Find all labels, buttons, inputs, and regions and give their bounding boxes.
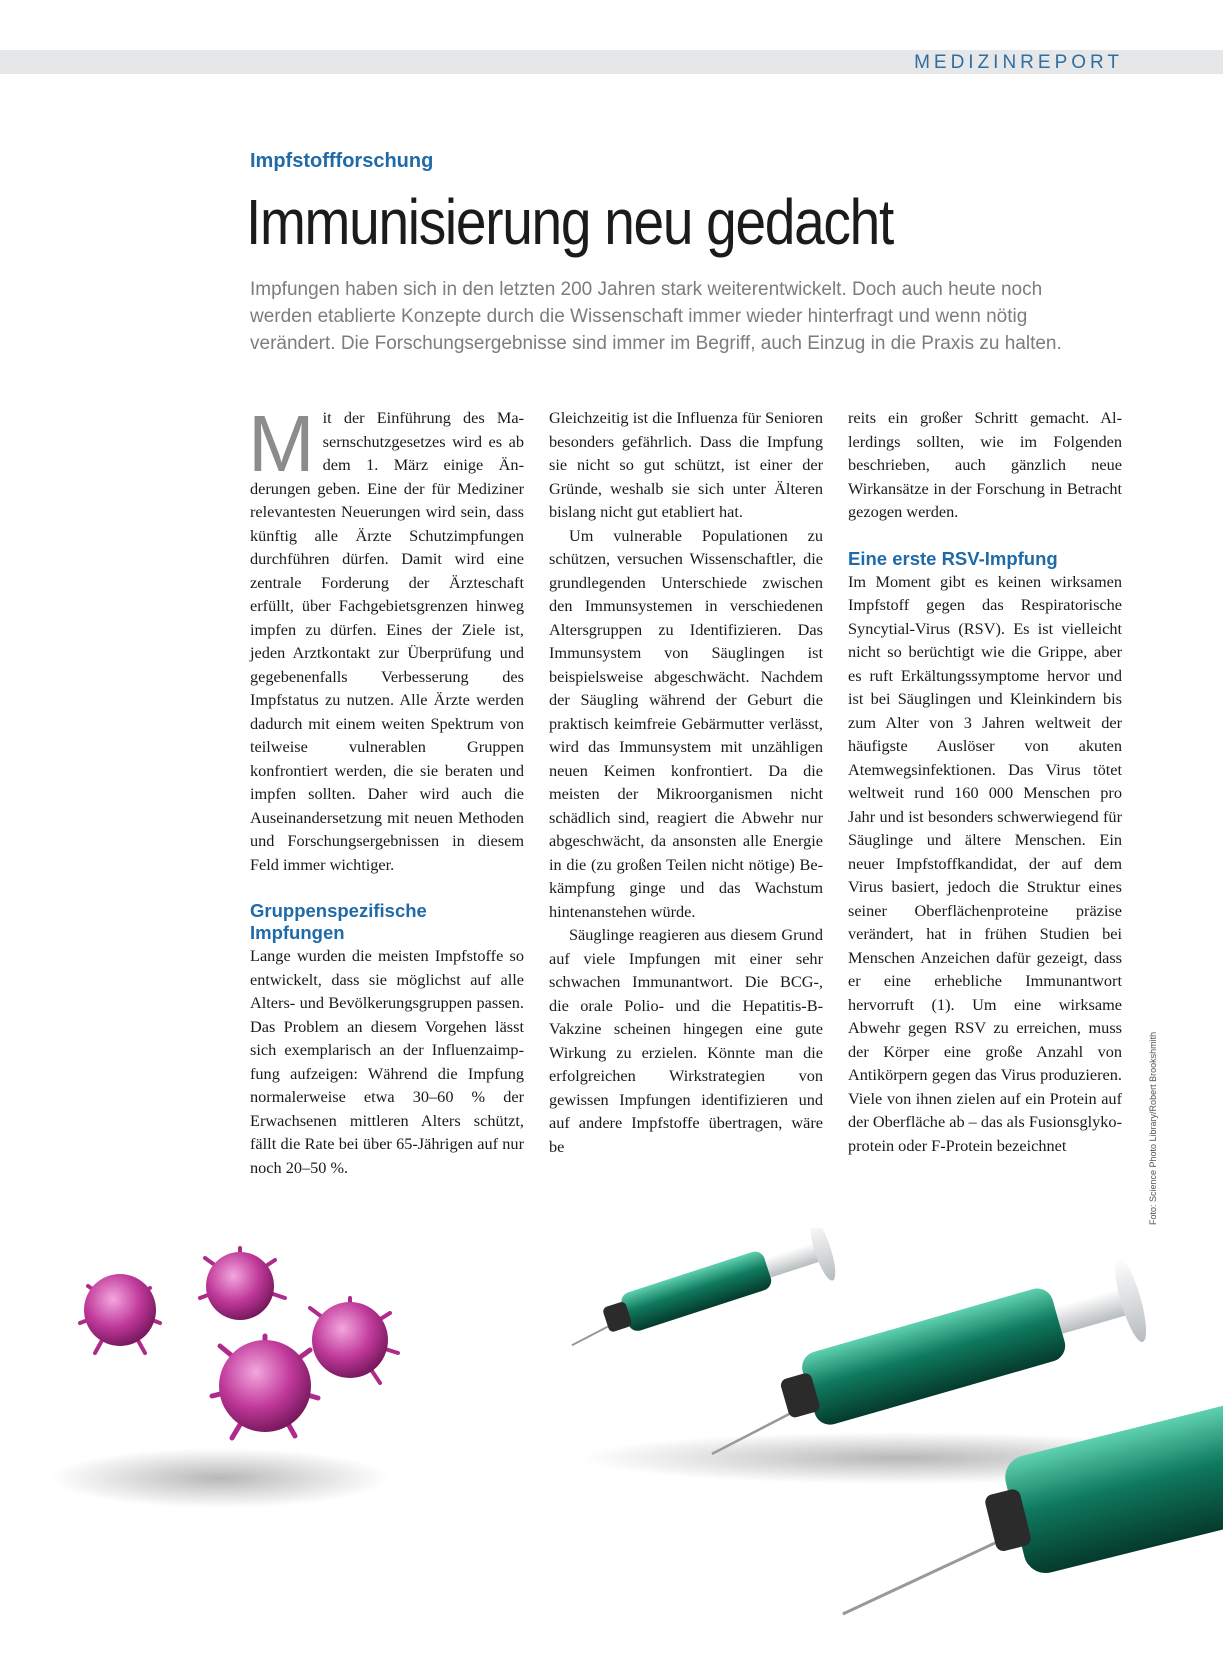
photo-credit: Foto: Science Photo Library/Robert Brookshmith (1148, 1031, 1158, 1225)
virus-particle (80, 1274, 160, 1353)
subheading: Gruppenspezifische Impfungen (250, 900, 427, 943)
paragraph: Säuglinge reagieren aus diesem Grund auf viele Impfungen mit einer sehr schwachen Immunantwort. Die BCG-, die orale Polio- und die Hepatitis-B-Vakzine scheinen hingegen eine gute Wirkung zu erzielen. Könnte man die erfolgreichen Wirkstrategien von gewissen Impfungen identifizieren und auf andere Impfstoffe übertragen, wäre be (549, 925, 823, 1156)
paragraph: Um vulnerable Populationen zu schützen, versuchen Wissenschaftler, die grundlegenden Unterschiede zwischen den Immunsystemen in verschiedenen Altersgruppen zu Identifizieren. Das Immunsystem von Säuglingen ist beispielsweise abgeschwächt. Nachdem der Säugling während der Geburt die praktisch keimfreie Gebärmutter verlässt, wird das Immunsystem mit unzähligen neuen Keimen konfrontiert. Da die meisten der Mikroorganismen nicht schädlich sind, reagiert die Abwehr nur abgeschwächt, da ansonsten alle Energie in die (zu großen Teilen nicht nötige) Bekämpfung ginge und das Wachstum hintenanstehen würde. (549, 525, 823, 921)
virus-particle (200, 1248, 285, 1320)
article-kicker: Impfstoffforschung (250, 150, 434, 172)
paragraph: Lange wurden die meisten Impfstoffe so entwickelt, dass sie möglichst auf alle Alters- und Bevölkerungsgruppen passen. Das Problem an diesem Vorgehen lässt sich exemplarisch an der Influenzaimpfung aufzeigen: Während die Impfung normalerweise etwa 30–60 % der Erwachsenen mittleren Alters schützt, fällt die Rate bei über 65-Jährigen auf nur noch 20–50 %. (250, 946, 524, 1177)
text-column-1 (248, 399, 524, 1179)
virus-particle (310, 1298, 398, 1383)
paragraph-text: it der Einführung des Masernschutzgesetzes wird es ab dem 1. März einige Änderungen geben. Eine der für Mediziner relevantesten Neuerungen wird sein, dass künftig alle Ärzte Schutzimpfungen durchführen dürfen. Damit wird eine zentrale Forderung der Ärzteschaft erfüllt, über Fachgebietsgrenzen hinweg impfen zu dürfen. Eines der Ziele ist, jeden Arztkontakt zur Überprüfung und gegebenenfalls Verbesserung des Impfstatus zu nutzen. Alle Ärzte werden dadurch mit einem weiten Spektrum von teilweise vulnerablen Gruppen konfrontiert werden, die sie beraten und impfen sollten. Daher wird auch die Auseinandersetzung mit neuen Methoden und Forschungsergebnissen in diesem Feld immer wichtiger. (250, 408, 524, 874)
paragraph: Gleichzeitig ist die Influenza für Senioren besonders gefährlich. Dass die Impfung sie nicht so gut schützt, ist einer der Gründe, weshalb sie sich unter Älteren bislang nicht gut etabliert hat. (549, 408, 823, 521)
lead-line: Impfungen haben sich in den letzten 200 Jahren stark weiterentwickelt. Doch auch heute noch (250, 279, 1043, 300)
paragraph: reits ein großer Schritt gemacht. Allerdings sollten, wie im Folgenden beschrieben, auch gänzlich neue Wirkansätze in der Forschung in Betracht gezogen werden. (848, 408, 1122, 521)
virus-particle (212, 1336, 318, 1438)
article-headline: Immunisierung neu gedacht (246, 186, 893, 258)
lead-line: verändert. Die Forschungsergebnisse sind immer im Begriff, auch Einzug in die Praxis zu halten. (250, 333, 1062, 354)
section-label: MEDIZINREPORT (914, 52, 1123, 73)
lead-line: werden etablierte Konzepte durch die Wissenschaft immer wieder hinterfragt und wenn nötig (250, 306, 1028, 327)
text-column-3 (848, 406, 1122, 1157)
paragraph (248, 399, 524, 876)
syringe (558, 1228, 840, 1363)
article-photo (0, 1228, 1223, 1654)
text-column-2 (549, 406, 823, 1158)
article-lead (250, 276, 1130, 357)
subheading: Eine erste RSV-Impfung (848, 547, 1058, 569)
dropcap: M (248, 399, 315, 488)
paragraph: Im Moment gibt es keinen wirksamen Impfstoff gegen das Respiratorische Syncytial-Virus (RSV). Es ist vielleicht nicht so berüchtigt wie die Grippe, aber es ruft Erkältungssymptome hervor und ist bei Säuglingen und Kleinkindern bis zum Alter von 3 Jahren weltweit der häufigste Auslöser von akuten Atemwegsinfektionen. Das Virus tötet weltweit rund 160 000 Menschen pro Jahr und ist besonders schwerwiegend für Säuglinge und ältere Menschen. Ein neuer Impfstoffkandidat, der auf dem Virus basiert, jedoch die Struktur eines seiner Oberflächenproteine präzise verändert, hat in frühen Studien bei Menschen Anzeichen dafür gezeigt, dass er eine erhebliche Immunantwort hervorruft (1). Um eine wirksame Abwehr gegen RSV zu erreichen, muss der Körper eine große Anzahl von Antikörpern gegen das Virus produzieren. Viele von ihnen zielen auf ein Protein auf der Oberfläche ab – das als Fusionsglykoprotein oder F-Protein bezeichnet (848, 571, 1122, 1155)
